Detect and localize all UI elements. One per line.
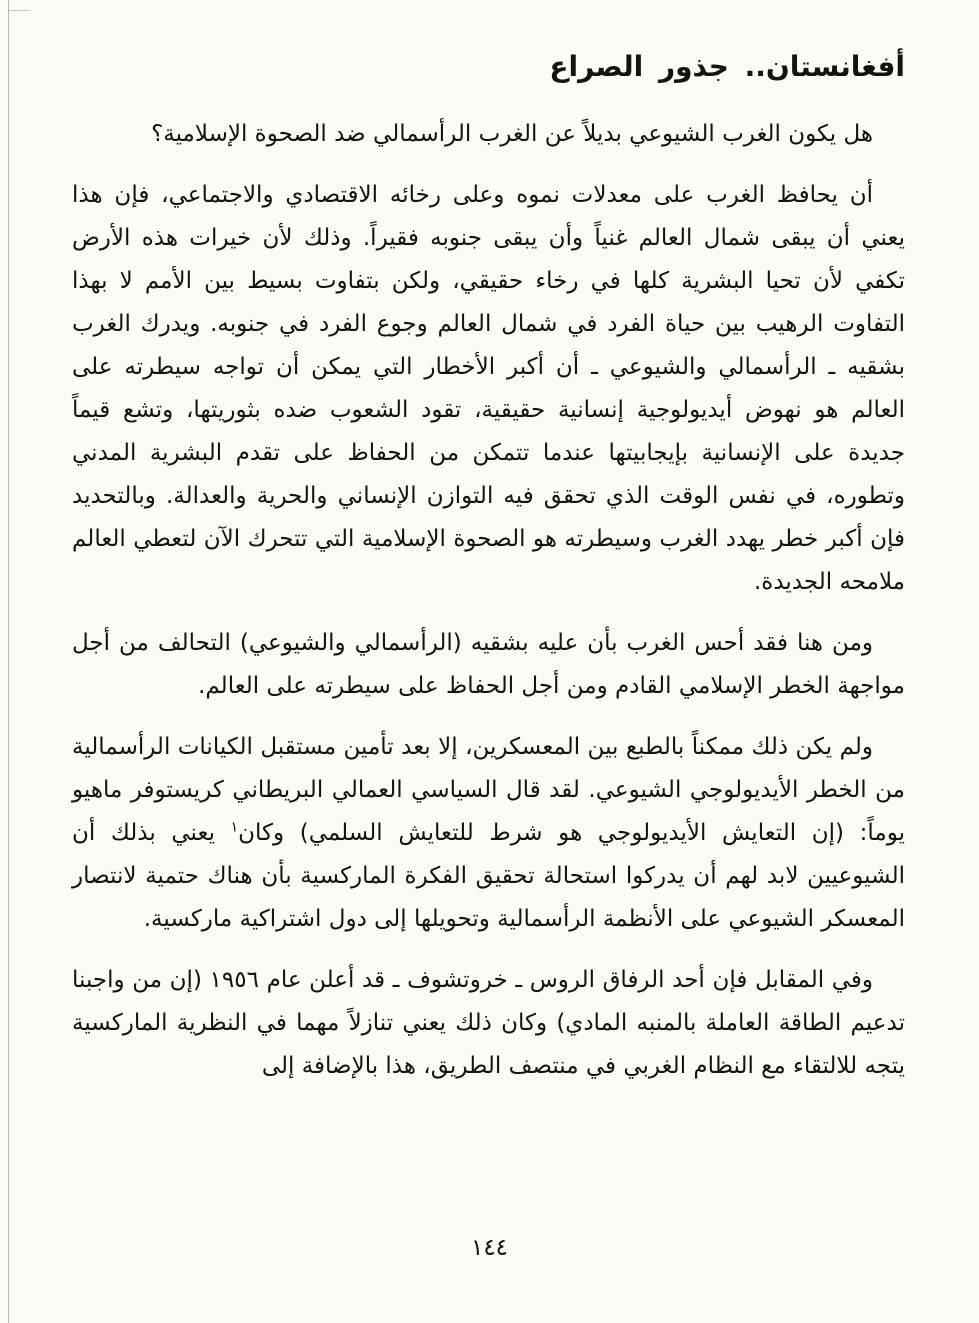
paragraph-body-3-text-end: يعني بذلك أن الشيوعيين لابد لهم أن يدركوا استحالة تحقيق الفكرة الماركسية بأن هناك حتمية لانتصار المعسكر الشيوعي على الأنظمة الرأسمالية وتحويلها إلى دول اشتراكية ماركسية.: [72, 820, 905, 932]
paragraph-body-2: ومن هنا فقد أحس الغرب بأن عليه بشقيه (الرأسمالي والشيوعي) التحالف من أجل مواجهة الخطر الإسلامي القادم ومن أجل الحفاظ على سيطرته على العالم.: [72, 630, 905, 699]
footnote-marker: ١: [230, 819, 239, 836]
scan-edge-line: [8, 0, 9, 1323]
paragraph-body-1: أن يحافظ الغرب على معدلات نموه وعلى رخائه الاقتصادي والاجتماعي، فإن هذا يعني أن يبقى شمال العالم غنياً وأن يبقى جنوبه فقيراً. وذلك لأن خيرات هذه الأرض تكفي لأن تحيا البشرية كلها في رخاء حقيقي، ولكن بتفاوت بسيط بين الأمم لا بهذا التفاوت الرهيب بين حياة الفرد في شمال العالم وجوع الفرد في جنوبه. ويدرك الغرب بشقيه ـ الرأسمالي والشيوعي ـ أن أكبر الأخطار التي يمكن أن تواجه سيطرته على العالم هو نهوض أيديولوجية إنسانية حقيقية، تقود الشعوب ضده بثوريتها، وتشع قيماً جديدة على الإنسانية بإيجابيتها عندما تتمكن من الحفاظ على تقدم البشرية المدني وتطوره، في نفس الوقت الذي تحقق فيه التوازن الإنساني والحرية والعدالة. وبالتحديد فإن أكبر خطر يهدد الغرب وسيطرته هو الصحوة الإسلامية التي تتحرك الآن لتعطي العالم ملامحه الجديدة.: [72, 182, 905, 595]
page-number: ١٤٤: [470, 1235, 509, 1261]
scan-corner-mark: [8, 10, 30, 11]
paragraph-intro-question: هل يكون الغرب الشيوعي بديلاً عن الغرب الرأسمالي ضد الصحوة الإسلامية؟: [151, 121, 873, 147]
paragraph-body-3: [72, 726, 905, 941]
chapter-title: أفغانستان.. جذور الصراع: [549, 50, 905, 83]
page-content: [72, 50, 905, 1088]
paragraph-body-3-text-start: ولم يكن ذلك ممكناً بالطبع بين المعسكرين، إلا بعد تأمين مستقبل الكيانات الرأسمالية من الخطر الأيديولوجي الشيوعي. لقد قال السياسي العمالي البريطاني كريستوفر ماهيو يوماً: (إن التعايش الأيديولوجي هو شرط للتعايش السلمي) وكان: [72, 734, 905, 846]
paragraph-body-4: وفي المقابل فإن أحد الرفاق الروس ـ خروتشوف ـ قد أعلن عام ١٩٥٦ (إن من واجبنا تدعيم الطاقة العاملة بالمنبه المادي) وكان ذلك يعني تنازلاً مهما في النظرية الماركسية يتجه للالتقاء مع النظام الغربي في منتصف الطريق، هذا بالإضافة إلى: [72, 967, 905, 1079]
